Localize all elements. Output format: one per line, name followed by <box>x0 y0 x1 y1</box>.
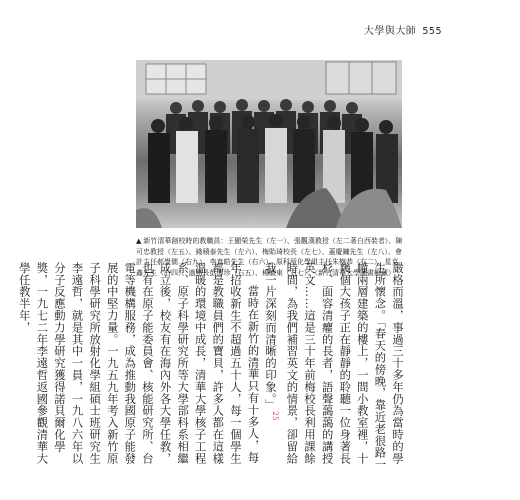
running-header-title: 大學與大師 <box>363 26 417 37</box>
body-paragraph-1 <box>261 262 406 472</box>
group-photo-illustration <box>136 60 402 228</box>
footnote-marker: 25 <box>270 411 279 422</box>
running-header <box>364 22 442 37</box>
body-paragraph-2: 當時在新竹的清華只有十多人，每年招收新生不超過五十人，每一個學生都是教職員們的寶貝，許多人都在這樣溫暖的環境中成長，清華大學核子工程系、原子科學研究所等大學部科系相繼成立後，校友有在海內外各大學任教，也有在原子能委員會、核能研究所、台電等機構服務，成為推動我國原子能發展的中堅力量。一九五九年考入新竹原子科學研究所放射化學組碩士班研究生李遠哲，就是其中一員，一九八六年以分子反應動力學研究獲得諾貝爾化學獎，一九七二年李遠哲返國參觀清華大學任教半年， <box>17 262 260 465</box>
group-photo <box>136 60 402 228</box>
page-number: 555 <box>422 26 442 37</box>
caption-text: 新竹清華創校時的教職員：王顯榮先生（左一）、張觀漢教授（左二著白西裝者）、陳可忠教授（左五）、錢積泰先生（左六）、梅貽琦校長（左七）、蓋慶鏞先生（左八）、會計主任郝學儒（右九）、李育皓先生（右六）、原科所化學組主任朱樹恭（右二）、星克鑫先生（右四）、過務長彭傳珍（右五）、楊毓東（右七）。（新竹清華大學圖書館藏） <box>136 237 403 277</box>
body-paragraph-1-text: 嚴格而溫，事過三十多年仍為當時的學生所懷念。「春天的傍晚，靠近老很路一幢兩層建築的樓上，一間小教室裡，十幾個大孩子正在靜靜的聆聽一位身著長杉、面容清癯的長者，語聲藹藹的講授英文……這是三十年前梅校長利用課餘時間，為我們補習英文的情景，卻留給我一片深刻而清晰的印象。」 <box>264 262 404 471</box>
caption-marker: ▲ <box>136 237 142 245</box>
body-text <box>17 262 406 472</box>
